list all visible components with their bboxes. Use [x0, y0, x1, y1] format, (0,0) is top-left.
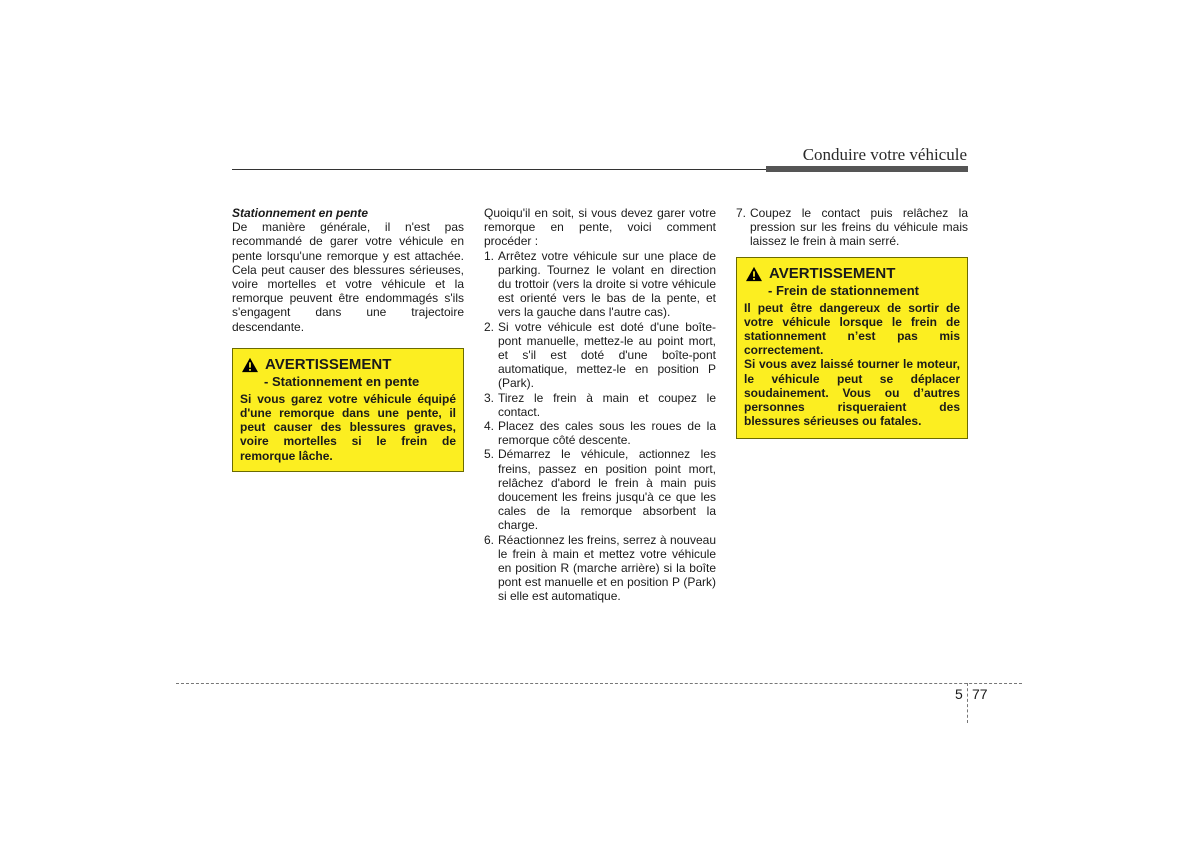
warning-triangle-icon [745, 266, 763, 282]
list-item [484, 533, 716, 604]
step-number: 5. [484, 447, 495, 462]
footer-dashed-rule [176, 683, 1022, 684]
steps-list [484, 249, 716, 604]
list-item [484, 419, 716, 447]
page-header-title: Conduire votre véhicule [802, 145, 967, 164]
warning-triangle-icon [241, 357, 259, 373]
warning-box-parking-brake [736, 257, 968, 439]
list-item [484, 249, 716, 320]
step-number: 3. [484, 390, 495, 405]
step-text: Tirez le frein à main et coupez le contact. [498, 390, 716, 419]
footer-divider [967, 683, 968, 723]
warning-subtitle: - Stationnement en pente [264, 373, 420, 389]
column-left [232, 206, 464, 472]
section-subheading: Stationnement en pente [232, 206, 369, 220]
header-rule [232, 169, 768, 170]
warning-title: AVERTISSEMENT [769, 264, 896, 282]
column-right [736, 206, 968, 439]
step-text: Placez des cales sous les roues de la remorque côté descente. [498, 419, 716, 448]
list-item [484, 391, 716, 419]
column-middle [484, 206, 716, 604]
body-paragraph: De manière générale, il n'est pas recommandé de garer votre véhicule en pente lorsqu'une remorque y est attachée. Cela peut causer des blessures sérieuses, voire mortelles et votre véhicule et la remorque peuvent être endommagés s'ils s'engagent dans une trajectoire descendante. [232, 220, 464, 334]
step-number: 7. [736, 206, 747, 220]
step-number: 1. [484, 248, 495, 263]
warning-box-slope [232, 348, 464, 472]
step-number: 4. [484, 419, 495, 434]
warning-header [744, 265, 960, 283]
warning-body [744, 301, 960, 429]
list-item [484, 447, 716, 532]
steps-intro: Quoiqu'il en soit, si vous devez garer votre remorque en pente, voici comment procéder : [484, 206, 716, 249]
warning-text: Il peut être dangereux de sortir de votre véhicule lorsque le frein de stationnement n’est pas mis correctement. [744, 300, 960, 358]
list-item [736, 206, 968, 249]
list-item [484, 320, 716, 391]
warning-title: AVERTISSEMENT [265, 355, 392, 373]
step-number: 2. [484, 319, 495, 334]
step-text: Arrêtez votre véhicule sur une place de parking. Tournez le volant en direction du trottoir (vers la droite si votre véhicule est orienté vers le bas de la pente, et vers la gauche dans l'autre cas). [498, 248, 716, 320]
step-number: 6. [484, 532, 495, 547]
step-text: Coupez le contact puis relâchez la pression sur les freins du véhicule mais laissez le frein à main serré. [750, 206, 968, 249]
step-text: Réactionnez les freins, serrez à nouveau le frein à main et mettez votre véhicule en position R (marche arrière) si la boîte pont est manuelle et en position P (Park) si elle est automatique. [498, 532, 716, 604]
step-text: Démarrez le véhicule, actionnez les freins, passez en position point mort, relâchez d'abord le frein à main puis doucement les freins jusqu'à ce que les cales de la remorque absorbent la charge. [498, 447, 716, 533]
chapter-number: 5 [955, 686, 963, 702]
step-text: Si votre véhicule est doté d'une boîte-pont manuelle, mettez-le au point mort, et s'il est doté d'une boîte-pont automatique, mettez-le en position P (Park). [498, 319, 716, 391]
warning-header [240, 356, 456, 374]
warning-text: Si vous garez votre véhicule équipé d'une remorque dans une pente, il peut causer des blessures graves, voire mortelles si le frein de remorque lâche. [240, 391, 456, 463]
page-number: 77 [972, 686, 988, 702]
warning-subtitle: - Frein de stationnement [768, 282, 919, 298]
steps-list-continued [736, 206, 968, 249]
warning-body [240, 392, 456, 463]
warning-text: Si vous avez laissé tourner le moteur, le véhicule peut se déplacer soudainement. Vous ou d’autres personnes risqueraient des blessures sérieuses ou fatales. [744, 357, 960, 429]
header-rule-accent [766, 166, 968, 172]
